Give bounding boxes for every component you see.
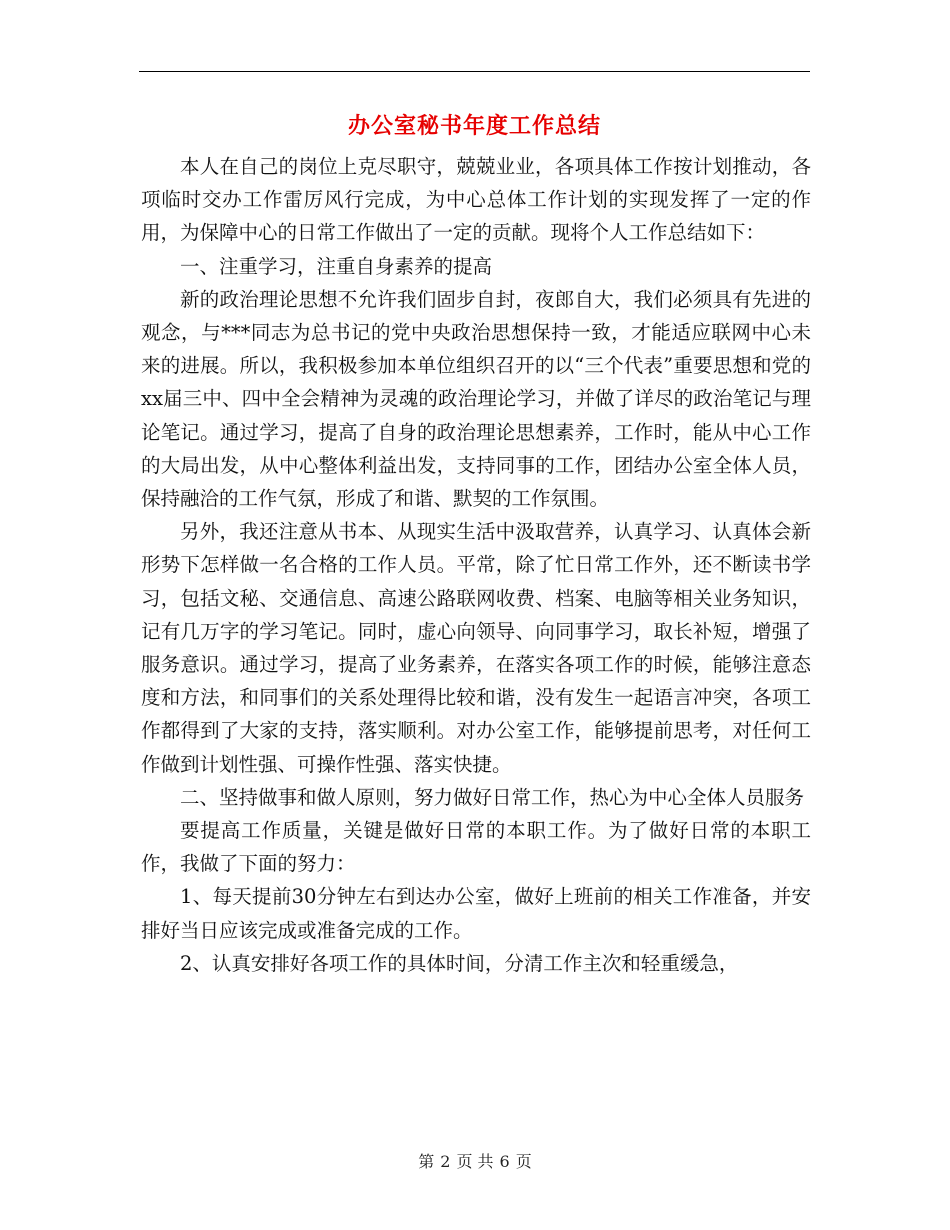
list-item-2: 2、认真安排好各项工作的具体时间，分清工作主次和轻重缓急， xyxy=(180,951,739,975)
page-footer xyxy=(0,1150,950,1174)
paragraph-business-study: 另外，我还注意从书本、从现实生活中汲取营养，认真学习、认真体会新形势下怎样做一名合格的工作人员。平常，除了忙日常工作外，还不断读书学习，包括文秘、交通信息、高速公路联网收费、档案、电脑等相关业务知识，记有几万字的学习笔记。同时，虚心向领导、向同事学习，取长补短，增强了服务意识。通过学习，提高了业务素养，在落实各项工作的时候，能够注意态度和方法，和同事们的关系处理得比较和谐，没有发生一起语言冲突，各项工作都得到了大家的支持，落实顺利。对办公室工作，能够提前思考，对任何工作做到计划性强、可操作性强、落实快捷。 xyxy=(141,520,811,776)
heading-section-2: 二、坚持做事和做人原则，努力做好日常工作，热心为中心全体人员服务 xyxy=(180,785,805,809)
footer-prefix: 第 xyxy=(418,1152,435,1171)
current-page-number: 2 xyxy=(440,1152,451,1171)
document-body xyxy=(141,150,811,980)
footer-middle: 页 共 xyxy=(456,1152,494,1171)
paragraph-daily-work: 要提高工作质量，关键是做好日常的本职工作。为了做好日常的本职工作，我做了下面的努力： xyxy=(141,819,811,876)
header-rule xyxy=(139,71,810,72)
document-title: 办公室秘书年度工作总结 xyxy=(347,113,601,139)
heading-section-1: 一、注重学习，注重自身素养的提高 xyxy=(180,254,493,278)
list-item-1: 1、每天提前30分钟左右到达办公室，做好上班前的相关工作准备，并安排好当日应该完成或准备完成的工作。 xyxy=(141,885,811,942)
footer-suffix: 页 xyxy=(515,1152,532,1171)
paragraph-intro: 本人在自己的岗位上克尽职守，兢兢业业，各项具体工作按计划推动，各项临时交办工作雷厉风行完成，为中心总体工作计划的实现发挥了一定的作用，为保障中心的日常工作做出了一定的贡献。现将个人工作总结如下： xyxy=(141,155,811,245)
total-page-count: 6 xyxy=(499,1152,510,1171)
paragraph-political-study: 新的政治理论思想不允许我们固步自封，夜郎自大，我们必须具有先进的观念，与***同志为总书记的党中央政治思想保持一致，才能适应联网中心未来的进展。所以，我积极参加本单位组织召开的以“三个代表”重要思想和党的xx届三中、四中全会精神为灵魂的政治理论学习，并做了详尽的政治笔记与理论笔记。通过学习，提高了自身的政治理论思想素养，工作时，能从中心工作的大局出发，从中心整体利益出发，支持同事的工作，团结办公室全体人员，保持融洽的工作气氛，形成了和谐、默契的工作氛围。 xyxy=(141,287,811,511)
